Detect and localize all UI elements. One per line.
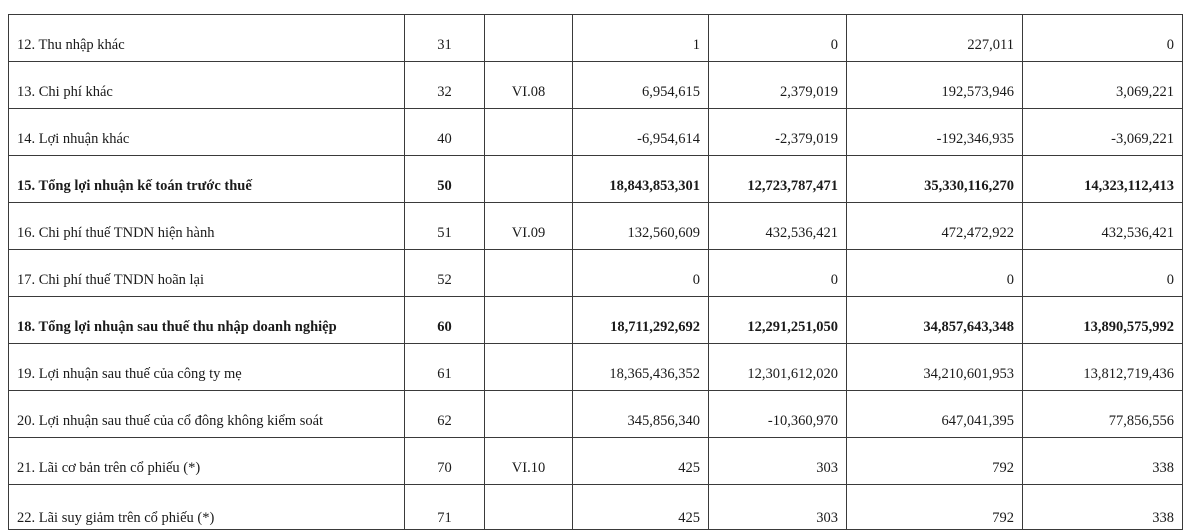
row-value-4: 14,323,112,413 [1023,156,1183,203]
table-row [9,391,1183,438]
income-statement-table [8,14,1183,530]
row-code: 32 [405,62,485,109]
row-value-1: 6,954,615 [573,62,709,109]
row-note [485,109,573,156]
row-value-1: 0 [573,250,709,297]
row-value-3: 0 [847,250,1023,297]
row-item-label: 22. Lãi suy giảm trên cổ phiếu (*) [9,485,405,530]
row-item-label: 15. Tổng lợi nhuận kế toán trước thuế [9,156,405,203]
row-value-2: 432,536,421 [709,203,847,250]
row-value-2: -10,360,970 [709,391,847,438]
row-value-4: 338 [1023,485,1183,530]
row-value-1: 18,711,292,692 [573,297,709,344]
row-item-label: 17. Chi phí thuế TNDN hoãn lại [9,250,405,297]
row-item-label: 12. Thu nhập khác [9,15,405,62]
row-code: 52 [405,250,485,297]
row-value-3: -192,346,935 [847,109,1023,156]
row-value-3: 792 [847,485,1023,530]
row-value-2: 303 [709,438,847,485]
row-item-label: 18. Tổng lợi nhuận sau thuế thu nhập doanh nghiệp [9,297,405,344]
row-code: 71 [405,485,485,530]
row-value-3: 792 [847,438,1023,485]
row-value-2: 303 [709,485,847,530]
row-value-2: 12,291,251,050 [709,297,847,344]
row-value-1: 1 [573,15,709,62]
row-value-4: 432,536,421 [1023,203,1183,250]
row-value-1: 425 [573,438,709,485]
table-row [9,250,1183,297]
row-code: 51 [405,203,485,250]
row-value-1: 18,365,436,352 [573,344,709,391]
row-value-3: 34,857,643,348 [847,297,1023,344]
table-row [9,344,1183,391]
row-value-1: 425 [573,485,709,530]
row-value-1: 18,843,853,301 [573,156,709,203]
table-row [9,15,1183,62]
row-value-4: -3,069,221 [1023,109,1183,156]
row-code: 50 [405,156,485,203]
row-item-label: 16. Chi phí thuế TNDN hiện hành [9,203,405,250]
table-row [9,62,1183,109]
row-code: 31 [405,15,485,62]
row-note: VI.08 [485,62,573,109]
row-item-label: 13. Chi phí khác [9,62,405,109]
row-code: 60 [405,297,485,344]
row-item-label: 20. Lợi nhuận sau thuế của cổ đông không kiểm soát [9,391,405,438]
row-item-label: 14. Lợi nhuận khác [9,109,405,156]
row-note [485,297,573,344]
row-note [485,15,573,62]
row-value-2: 12,301,612,020 [709,344,847,391]
row-value-1: 345,856,340 [573,391,709,438]
row-value-4: 13,812,719,436 [1023,344,1183,391]
row-item-label: 19. Lợi nhuận sau thuế của công ty mẹ [9,344,405,391]
row-code: 61 [405,344,485,391]
row-note: VI.09 [485,203,573,250]
table-row [9,109,1183,156]
row-code: 40 [405,109,485,156]
row-value-4: 338 [1023,438,1183,485]
row-note [485,250,573,297]
row-item-label: 21. Lãi cơ bản trên cổ phiếu (*) [9,438,405,485]
table-row-total [9,297,1183,344]
table-row [9,485,1183,530]
row-value-4: 0 [1023,250,1183,297]
table-row [9,203,1183,250]
row-value-3: 472,472,922 [847,203,1023,250]
row-code: 70 [405,438,485,485]
table-row [9,438,1183,485]
table-row-total [9,156,1183,203]
row-value-3: 35,330,116,270 [847,156,1023,203]
row-value-3: 192,573,946 [847,62,1023,109]
row-note [485,391,573,438]
income-statement-sheet [8,14,1182,526]
row-value-1: -6,954,614 [573,109,709,156]
row-value-2: -2,379,019 [709,109,847,156]
row-note [485,344,573,391]
row-value-4: 0 [1023,15,1183,62]
row-note [485,485,573,530]
row-value-2: 12,723,787,471 [709,156,847,203]
row-value-3: 647,041,395 [847,391,1023,438]
row-note: VI.10 [485,438,573,485]
row-value-4: 13,890,575,992 [1023,297,1183,344]
row-value-2: 0 [709,250,847,297]
row-value-3: 227,011 [847,15,1023,62]
row-note [485,156,573,203]
row-value-4: 77,856,556 [1023,391,1183,438]
row-value-1: 132,560,609 [573,203,709,250]
row-value-3: 34,210,601,953 [847,344,1023,391]
row-value-2: 2,379,019 [709,62,847,109]
row-value-2: 0 [709,15,847,62]
row-value-4: 3,069,221 [1023,62,1183,109]
row-code: 62 [405,391,485,438]
